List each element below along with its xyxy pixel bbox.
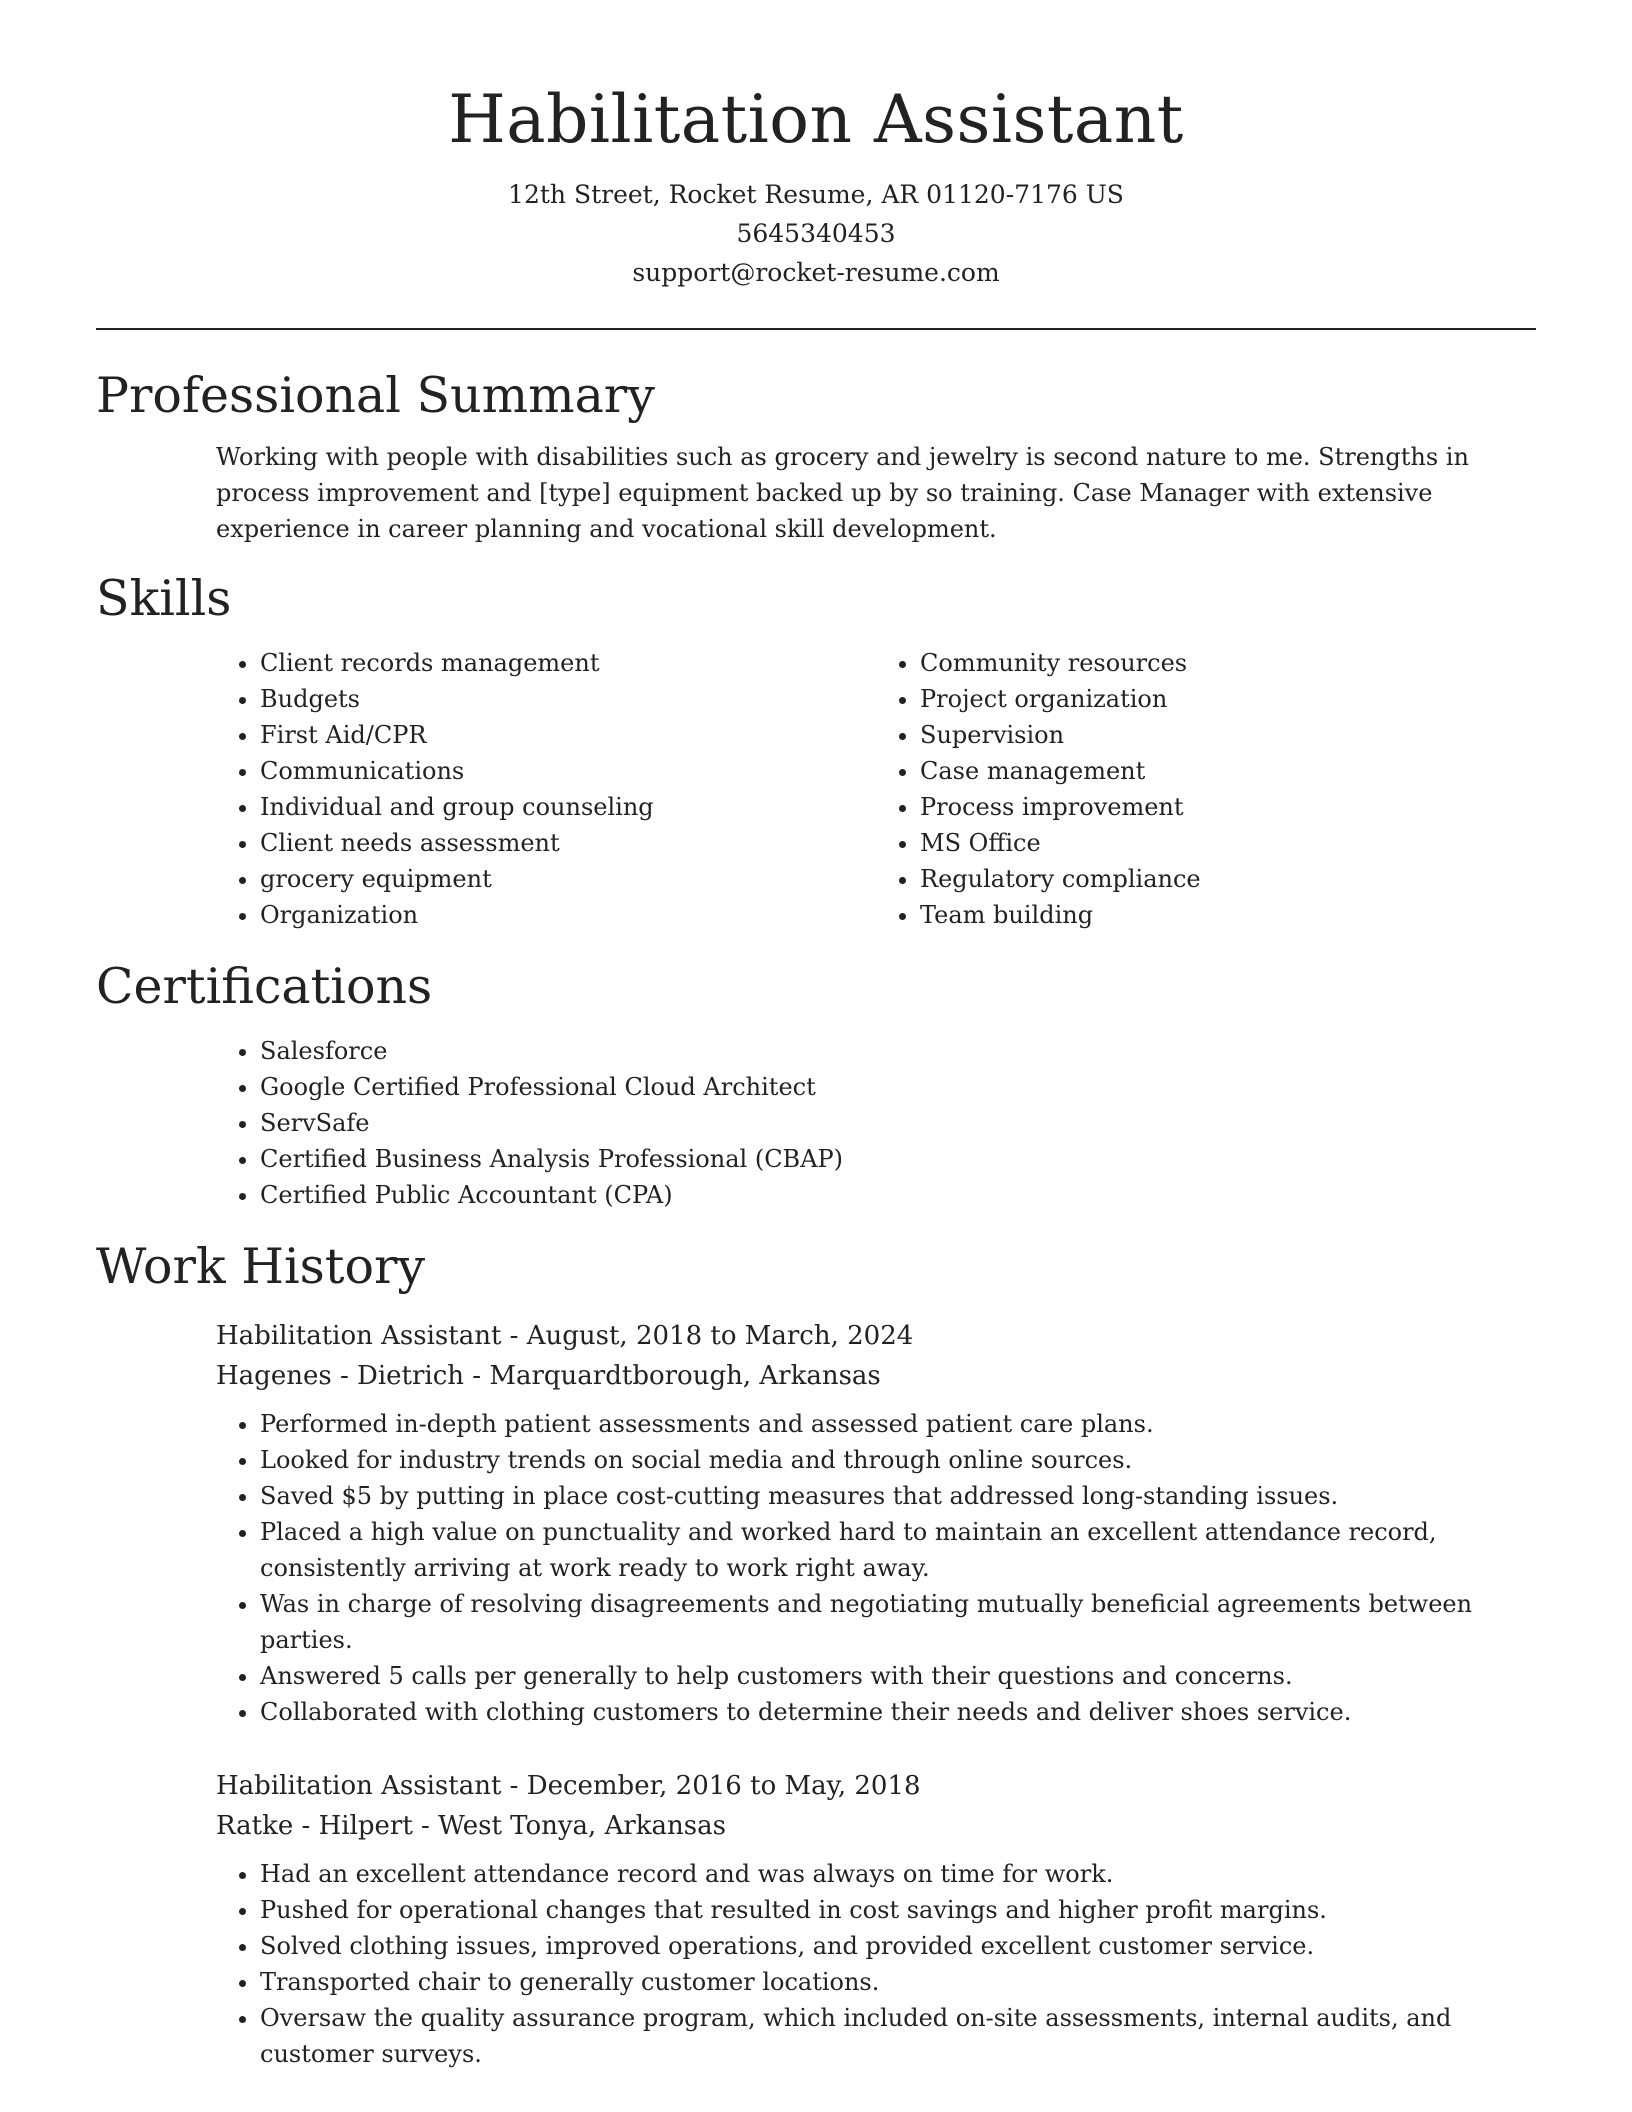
job-bullets <box>216 1406 1536 1730</box>
job-company-line: Ratke - Hilpert - West Tonya, Arkansas <box>216 1810 726 1841</box>
certification-item: • ServSafe <box>260 1105 1536 1141</box>
job-bullet: • Performed in-depth patient assessments and assessed patient care plans. <box>260 1406 1536 1442</box>
job-company-line: Hagenes - Dietrich - Marquardtborough, Arkansas <box>216 1360 881 1391</box>
summary-text: Working with people with disabilities such as grocery and jewelry is second nature to me. Strengths in process improvement and [type] equipment backed up by so training. Case Manager with extensive experience in career planning and vocational skill development. <box>216 442 1469 543</box>
certification-item: • Certified Business Analysis Professional (CBAP) <box>260 1141 1536 1177</box>
contact-address: 12th Street, Rocket Resume, AR 01120-7176 US <box>508 180 1124 210</box>
skill-item: • Budgets <box>260 681 876 717</box>
job-bullet: • Had an excellent attendance record and was always on time for work. <box>260 1856 1536 1892</box>
resume-header <box>96 0 1536 292</box>
job-entry <box>216 1766 1536 2072</box>
certification-item: • Google Certified Professional Cloud Architect <box>260 1069 1536 1105</box>
job-bullet: • Pushed for operational changes that resulted in cost savings and higher profit margins. <box>260 1892 1536 1928</box>
skill-item: • Team building <box>920 897 1536 933</box>
summary-heading: Professional Summary <box>96 367 655 425</box>
job-bullet: • Placed a high value on punctuality and worked hard to maintain an excellent attendance record, consistently arriving at work ready to work right away. <box>260 1514 1536 1586</box>
skills-heading: Skills <box>96 569 232 627</box>
skill-item: • MS Office <box>920 825 1536 861</box>
skill-item: • Supervision <box>920 717 1536 753</box>
skills-column-left <box>216 645 876 933</box>
skill-item: • grocery equipment <box>260 861 876 897</box>
skill-item: • First Aid/CPR <box>260 717 876 753</box>
skill-item: • Client needs assessment <box>260 825 876 861</box>
job-bullet: • Collaborated with clothing customers to determine their needs and deliver shoes service. <box>260 1694 1536 1730</box>
job-entry <box>216 1316 1536 1730</box>
work-history-heading: Work History <box>96 1238 426 1296</box>
skill-item: • Regulatory compliance <box>920 861 1536 897</box>
job-bullet: • Transported chair to generally customer locations. <box>260 1964 1536 2000</box>
skills-column-right <box>876 645 1536 933</box>
skill-item: • Individual and group counseling <box>260 789 876 825</box>
job-bullet: • Was in charge of resolving disagreements and negotiating mutually beneficial agreements between parties. <box>260 1586 1536 1658</box>
certification-item: • Salesforce <box>260 1033 1536 1069</box>
contact-email: support@rocket-resume.com <box>632 258 1000 288</box>
certifications-list <box>216 1033 1536 1213</box>
skill-item: • Project organization <box>920 681 1536 717</box>
skill-item: • Case management <box>920 753 1536 789</box>
candidate-name: Habilitation Assistant <box>448 81 1184 158</box>
job-bullet: • Oversaw the quality assurance program, which included on-site assessments, internal audits, and customer surveys. <box>260 2000 1536 2072</box>
skill-item: • Community resources <box>920 645 1536 681</box>
job-bullets <box>216 1856 1536 2072</box>
contact-phone: 5645340453 <box>736 219 896 249</box>
job-title-line: Habilitation Assistant - August, 2018 to March, 2024 <box>216 1320 914 1351</box>
job-bullet: • Looked for industry trends on social media and through online sources. <box>260 1442 1536 1478</box>
skills-list <box>216 645 1536 933</box>
header-divider <box>96 328 1536 330</box>
skill-item: • Process improvement <box>920 789 1536 825</box>
job-bullet: • Saved $5 by putting in place cost-cutting measures that addressed long-standing issues. <box>260 1478 1536 1514</box>
certifications-heading: Certifications <box>96 957 433 1015</box>
job-bullet: • Solved clothing issues, improved operations, and provided excellent customer service. <box>260 1928 1536 1964</box>
job-title-line: Habilitation Assistant - December, 2016 to May, 2018 <box>216 1770 921 1801</box>
skill-item: • Communications <box>260 753 876 789</box>
skill-item: • Organization <box>260 897 876 933</box>
skill-item: • Client records management <box>260 645 876 681</box>
certification-item: • Certified Public Accountant (CPA) <box>260 1177 1536 1213</box>
job-bullet: • Answered 5 calls per generally to help customers with their questions and concerns. <box>260 1658 1536 1694</box>
